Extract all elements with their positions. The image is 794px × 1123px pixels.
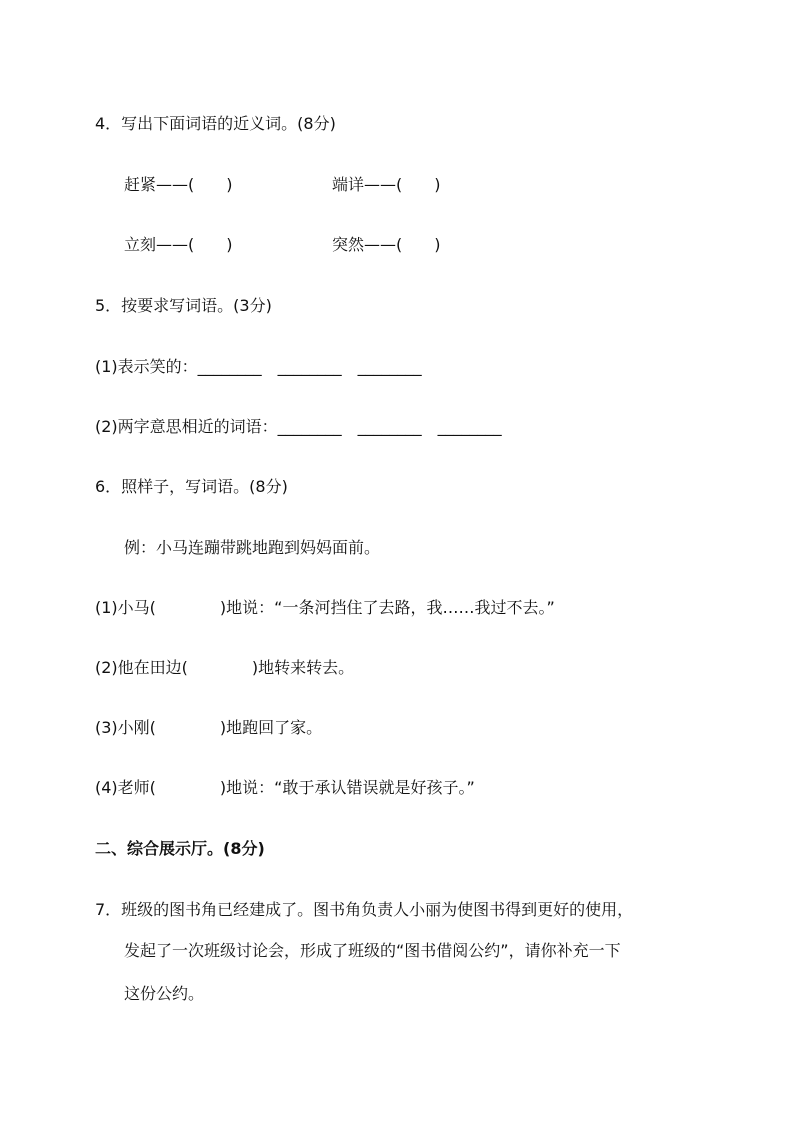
q4-item-duanxiang: 端详——( ) <box>332 175 441 194</box>
q5-item-1: (1)表示笑的：________ ________ ________ <box>95 357 422 376</box>
q4-item-turan: 突然——( ) <box>332 235 441 254</box>
q7-line-2: 发起了一次班级讨论会，形成了班级的“图书借阅公约”，请你补充一下 <box>124 941 621 960</box>
q6-item-2: (2)他在田边( )地转来转去。 <box>95 658 355 677</box>
q5-item-2: (2)两字意思相近的词语：________ ________ ________ <box>95 417 502 436</box>
q6-item-3: (3)小刚( )地跑回了家。 <box>95 718 323 737</box>
q7-line-1: 7．班级的图书角已经建成了。图书角负责人小丽为使图书得到更好的使用， <box>95 900 634 919</box>
section2-heading: 二、综合展示厅。(8分) <box>95 839 265 858</box>
q4-item-ganjin: 赶紧——( ) <box>124 175 233 194</box>
q7-line-3: 这份公约。 <box>124 984 205 1003</box>
q6-title: 6．照样子，写词语。(8分) <box>95 477 288 496</box>
q4-title: 4．写出下面词语的近义词。(8分) <box>95 114 336 133</box>
q5-title: 5．按要求写词语。(3分) <box>95 296 272 315</box>
q6-item-1: (1)小马( )地说：“一条河挡住了去路，我……我过不去。” <box>95 598 555 617</box>
q6-example: 例：小马连蹦带跳地跑到妈妈面前。 <box>124 538 381 557</box>
q6-item-4: (4)老师( )地说：“敢于承认错误就是好孩子。” <box>95 778 475 797</box>
q4-item-like: 立刻——( ) <box>124 235 233 254</box>
